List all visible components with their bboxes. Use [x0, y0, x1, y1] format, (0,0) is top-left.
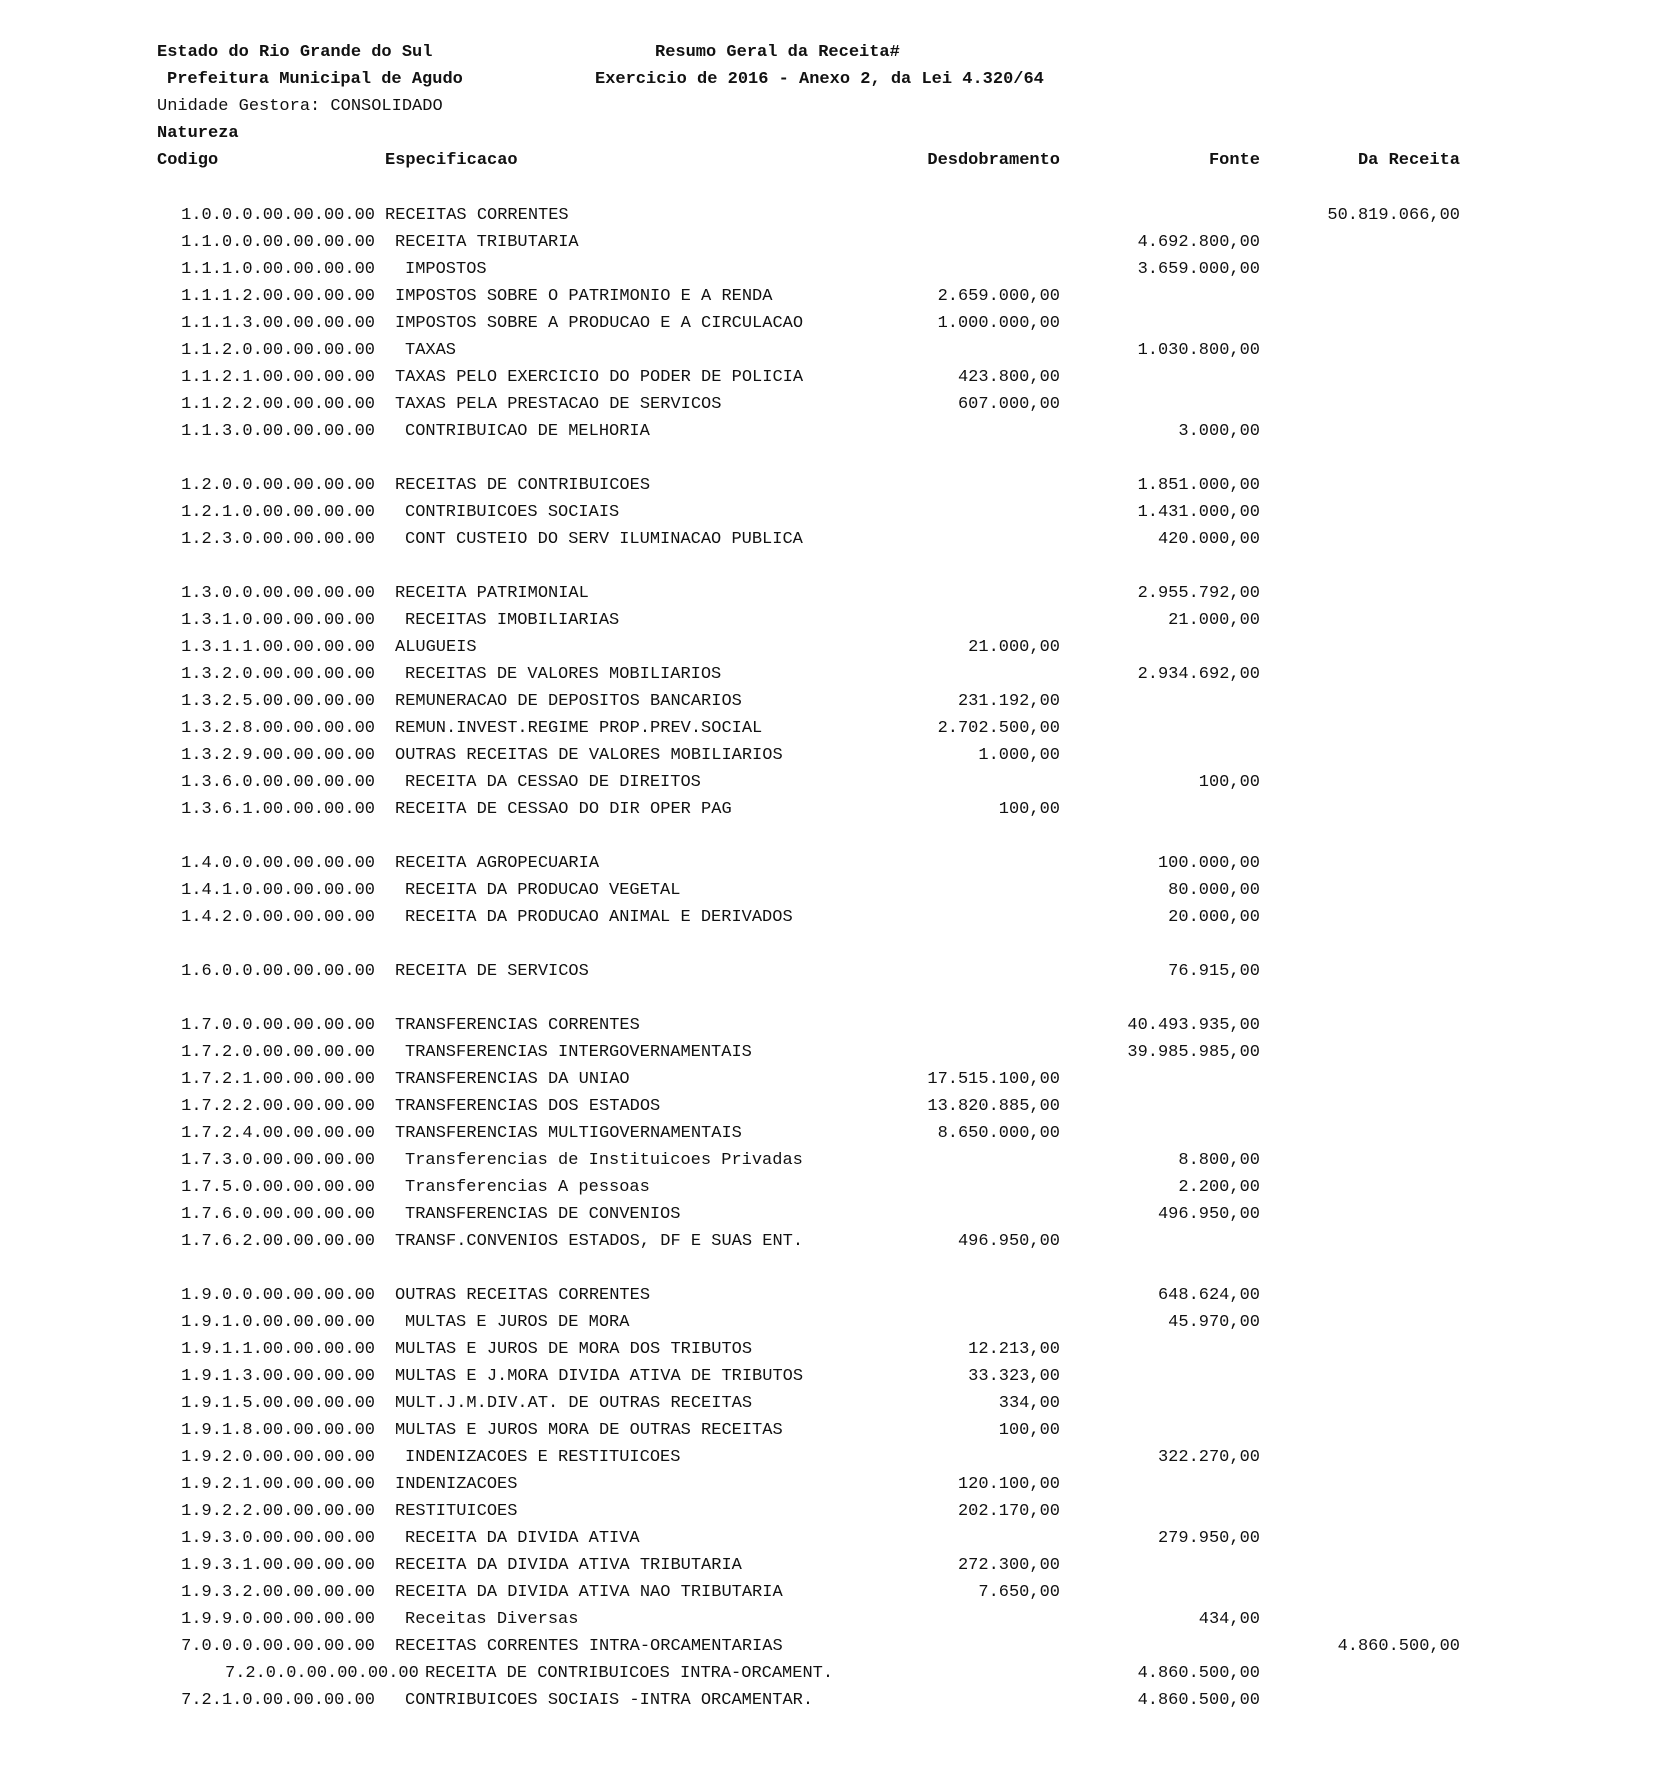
row-code: 1.3.6.1.00.00.00.00: [181, 800, 375, 819]
row-description: RECEITA DE CESSAO DO DIR OPER PAG: [395, 800, 732, 819]
row-description: RECEITAS CORRENTES: [385, 206, 569, 225]
row-code: 1.2.3.0.00.00.00.00: [181, 530, 375, 549]
row-code: 1.9.1.3.00.00.00.00: [181, 1367, 375, 1386]
row-description: IMPOSTOS SOBRE A PRODUCAO E A CIRCULACAO: [395, 314, 804, 333]
row-desdobramento: 33.323,00: [968, 1367, 1060, 1386]
row-description: REMUN.INVEST.REGIME PROP.PREV.SOCIAL: [395, 719, 763, 738]
row-description: RECEITAS DE VALORES MOBILIARIOS: [405, 665, 722, 684]
row-code: 7.0.0.0.00.00.00.00: [181, 1637, 375, 1656]
row-fonte: 76.915,00: [1168, 962, 1260, 981]
row-code: 1.4.2.0.00.00.00.00: [181, 908, 375, 927]
row-fonte: 1.851.000,00: [1137, 476, 1260, 495]
row-da-receita: 4.860.500,00: [1337, 1637, 1460, 1656]
row-description: TAXAS PELO EXERCICIO DO PODER DE POLICIA: [395, 368, 804, 387]
row-description: RECEITA DA PRODUCAO VEGETAL: [405, 881, 681, 900]
row-code: 1.7.0.0.00.00.00.00: [181, 1016, 375, 1035]
row-code: 1.3.2.5.00.00.00.00: [181, 692, 375, 711]
column-header-da-receita: Da Receita: [1357, 151, 1460, 170]
row-fonte: 434,00: [1198, 1610, 1260, 1629]
row-description: RECEITA DA DIVIDA ATIVA TRIBUTARIA: [395, 1556, 742, 1575]
row-description: TRANSFERENCIAS DOS ESTADOS: [395, 1097, 661, 1116]
row-fonte: 2.200,00: [1178, 1178, 1260, 1197]
row-description: TRANSFERENCIAS INTERGOVERNAMENTAIS: [405, 1043, 752, 1062]
row-description: CONTRIBUICOES SOCIAIS: [405, 503, 620, 522]
row-code: 1.1.2.2.00.00.00.00: [181, 395, 375, 414]
row-desdobramento: 272.300,00: [957, 1556, 1060, 1575]
row-desdobramento: 12.213,00: [968, 1340, 1060, 1359]
row-description: TRANSFERENCIAS DE CONVENIOS: [405, 1205, 681, 1224]
row-fonte: 322.270,00: [1157, 1448, 1260, 1467]
row-description: INDENIZACOES: [395, 1475, 518, 1494]
row-code: 1.9.0.0.00.00.00.00: [181, 1286, 375, 1305]
row-code: 1.7.5.0.00.00.00.00: [181, 1178, 375, 1197]
row-desdobramento: 13.820.885,00: [927, 1097, 1060, 1116]
row-code: 1.7.3.0.00.00.00.00: [181, 1151, 375, 1170]
row-description: RECEITA DA CESSAO DE DIREITOS: [405, 773, 701, 792]
row-desdobramento: 17.515.100,00: [927, 1070, 1060, 1089]
row-description: RECEITA DA DIVIDA ATIVA: [405, 1529, 640, 1548]
row-code: 1.2.0.0.00.00.00.00: [181, 476, 375, 495]
row-code: 1.4.0.0.00.00.00.00: [181, 854, 375, 873]
row-fonte: 80.000,00: [1168, 881, 1260, 900]
row-desdobramento: 202.170,00: [957, 1502, 1060, 1521]
row-code: 1.9.1.8.00.00.00.00: [181, 1421, 375, 1440]
row-description: RESTITUICOES: [395, 1502, 518, 1521]
row-description: OUTRAS RECEITAS CORRENTES: [395, 1286, 651, 1305]
row-fonte: 3.659.000,00: [1137, 260, 1260, 279]
report-title: Resumo Geral da Receita#: [655, 43, 900, 62]
row-description: TAXAS: [405, 341, 457, 360]
column-header-especificacao: Especificacao: [385, 151, 518, 170]
row-description: RECEITAS CORRENTES INTRA-ORCAMENTARIAS: [395, 1637, 783, 1656]
row-desdobramento: 7.650,00: [978, 1583, 1060, 1602]
row-description: ALUGUEIS: [395, 638, 477, 657]
row-description: RECEITA AGROPECUARIA: [395, 854, 600, 873]
row-desdobramento: 8.650.000,00: [937, 1124, 1060, 1143]
row-code: 1.7.2.2.00.00.00.00: [181, 1097, 375, 1116]
row-code: 1.3.6.0.00.00.00.00: [181, 773, 375, 792]
row-desdobramento: 100,00: [998, 1421, 1060, 1440]
row-code: 1.9.2.2.00.00.00.00: [181, 1502, 375, 1521]
row-code: 1.9.1.0.00.00.00.00: [181, 1313, 375, 1332]
row-code: 1.1.1.3.00.00.00.00: [181, 314, 375, 333]
row-description: RECEITAS IMOBILIARIAS: [405, 611, 620, 630]
row-code: 1.9.3.2.00.00.00.00: [181, 1583, 375, 1602]
row-fonte: 4.692.800,00: [1137, 233, 1260, 252]
row-code: 1.1.2.1.00.00.00.00: [181, 368, 375, 387]
row-fonte: 648.624,00: [1157, 1286, 1260, 1305]
row-desdobramento: 21.000,00: [968, 638, 1060, 657]
row-description: RECEITAS DE CONTRIBUICOES: [395, 476, 651, 495]
row-description: CONTRIBUICAO DE MELHORIA: [405, 422, 650, 441]
row-fonte: 39.985.985,00: [1127, 1043, 1260, 1062]
row-description: Transferencias A pessoas: [405, 1178, 650, 1197]
row-code: 1.9.3.1.00.00.00.00: [181, 1556, 375, 1575]
row-description: REMUNERACAO DE DEPOSITOS BANCARIOS: [395, 692, 742, 711]
row-description: MULTAS E JUROS DE MORA DOS TRIBUTOS: [395, 1340, 753, 1359]
exercise-info: Exercicio de 2016 - Anexo 2, da Lei 4.320/64: [595, 70, 1044, 89]
row-desdobramento: 2.659.000,00: [937, 287, 1060, 306]
row-fonte: 2.955.792,00: [1137, 584, 1260, 603]
row-description: IMPOSTOS: [405, 260, 487, 279]
row-code: 1.7.6.0.00.00.00.00: [181, 1205, 375, 1224]
row-code: 1.7.2.1.00.00.00.00: [181, 1070, 375, 1089]
row-fonte: 279.950,00: [1157, 1529, 1260, 1548]
row-code: 7.2.0.0.00.00.00.00: [225, 1664, 419, 1683]
row-code: 1.1.0.0.00.00.00.00: [181, 233, 375, 252]
row-code: 1.3.0.0.00.00.00.00: [181, 584, 375, 603]
row-fonte: 496.950,00: [1157, 1205, 1260, 1224]
row-fonte: 40.493.935,00: [1127, 1016, 1260, 1035]
row-code: 1.9.2.0.00.00.00.00: [181, 1448, 375, 1467]
row-code: 1.1.3.0.00.00.00.00: [181, 422, 375, 441]
row-fonte: 1.030.800,00: [1137, 341, 1260, 360]
row-code: 1.2.1.0.00.00.00.00: [181, 503, 375, 522]
row-code: 1.9.9.0.00.00.00.00: [181, 1610, 375, 1629]
row-fonte: 20.000,00: [1168, 908, 1260, 927]
row-fonte: 420.000,00: [1157, 530, 1260, 549]
row-code: 1.0.0.0.00.00.00.00: [181, 206, 375, 225]
row-desdobramento: 2.702.500,00: [937, 719, 1060, 738]
column-header-fonte: Fonte: [1208, 151, 1260, 170]
row-fonte: 3.000,00: [1178, 422, 1260, 441]
row-fonte: 21.000,00: [1168, 611, 1260, 630]
row-description: TRANSF.CONVENIOS ESTADOS, DF E SUAS ENT.: [395, 1232, 804, 1251]
row-description: TRANSFERENCIAS DA UNIAO: [395, 1070, 630, 1089]
row-description: TAXAS PELA PRESTACAO DE SERVICOS: [395, 395, 722, 414]
natureza-label: Natureza: [157, 124, 239, 143]
row-description: Transferencias de Instituicoes Privadas: [405, 1151, 803, 1170]
row-description: IMPOSTOS SOBRE O PATRIMONIO E A RENDA: [395, 287, 773, 306]
row-code: 7.2.1.0.00.00.00.00: [181, 1691, 375, 1710]
row-code: 1.7.2.4.00.00.00.00: [181, 1124, 375, 1143]
row-fonte: 4.860.500,00: [1137, 1691, 1260, 1710]
row-desdobramento: 496.950,00: [957, 1232, 1060, 1251]
row-code: 1.3.2.8.00.00.00.00: [181, 719, 375, 738]
row-code: 1.3.1.1.00.00.00.00: [181, 638, 375, 657]
row-fonte: 100.000,00: [1157, 854, 1260, 873]
row-fonte: 8.800,00: [1178, 1151, 1260, 1170]
row-description: MULTAS E JUROS DE MORA: [405, 1313, 630, 1332]
row-description: CONT CUSTEIO DO SERV ILUMINACAO PUBLICA: [405, 530, 803, 549]
row-description: RECEITA TRIBUTARIA: [395, 233, 579, 252]
row-code: 1.3.1.0.00.00.00.00: [181, 611, 375, 630]
row-fonte: 100,00: [1198, 773, 1260, 792]
row-fonte: 4.860.500,00: [1137, 1664, 1260, 1683]
row-code: 1.7.2.0.00.00.00.00: [181, 1043, 375, 1062]
row-description: TRANSFERENCIAS CORRENTES: [395, 1016, 640, 1035]
row-desdobramento: 1.000,00: [978, 746, 1060, 765]
row-description: RECEITA DA PRODUCAO ANIMAL E DERIVADOS: [405, 908, 793, 927]
row-description: RECEITA DA DIVIDA ATIVA NAO TRIBUTARIA: [395, 1583, 783, 1602]
row-fonte: 2.934.692,00: [1137, 665, 1260, 684]
column-header-codigo: Codigo: [157, 151, 219, 170]
row-description: MULTAS E JUROS MORA DE OUTRAS RECEITAS: [395, 1421, 783, 1440]
row-code: 1.7.6.2.00.00.00.00: [181, 1232, 375, 1251]
row-description: TRANSFERENCIAS MULTIGOVERNAMENTAIS: [395, 1124, 742, 1143]
row-description: RECEITA PATRIMONIAL: [395, 584, 589, 603]
row-desdobramento: 231.192,00: [957, 692, 1060, 711]
municipality-name: Prefeitura Municipal de Agudo: [167, 70, 463, 89]
row-code: 1.1.1.2.00.00.00.00: [181, 287, 375, 306]
row-da-receita: 50.819.066,00: [1327, 206, 1460, 225]
row-desdobramento: 120.100,00: [957, 1475, 1060, 1494]
row-description: MULT.J.M.DIV.AT. DE OUTRAS RECEITAS: [395, 1394, 753, 1413]
row-description: INDENIZACOES E RESTITUICOES: [405, 1448, 681, 1467]
row-code: 1.4.1.0.00.00.00.00: [181, 881, 375, 900]
managing-unit: Unidade Gestora: CONSOLIDADO: [157, 97, 443, 116]
row-desdobramento: 1.000.000,00: [937, 314, 1060, 333]
row-code: 1.9.2.1.00.00.00.00: [181, 1475, 375, 1494]
row-code: 1.9.3.0.00.00.00.00: [181, 1529, 375, 1548]
row-code: 1.1.2.0.00.00.00.00: [181, 341, 375, 360]
row-fonte: 45.970,00: [1168, 1313, 1260, 1332]
row-desdobramento: 334,00: [998, 1394, 1060, 1413]
row-description: Receitas Diversas: [405, 1610, 579, 1629]
row-code: 1.1.1.0.00.00.00.00: [181, 260, 375, 279]
column-header-desdobramento: Desdobramento: [927, 151, 1060, 170]
row-code: 1.3.2.0.00.00.00.00: [181, 665, 375, 684]
row-code: 1.9.1.5.00.00.00.00: [181, 1394, 375, 1413]
row-desdobramento: 100,00: [998, 800, 1060, 819]
row-code: 1.6.0.0.00.00.00.00: [181, 962, 375, 981]
row-code: 1.9.1.1.00.00.00.00: [181, 1340, 375, 1359]
row-desdobramento: 423.800,00: [957, 368, 1060, 387]
row-code: 1.3.2.9.00.00.00.00: [181, 746, 375, 765]
row-description: RECEITA DE CONTRIBUICOES INTRA-ORCAMENT.: [425, 1664, 834, 1683]
row-desdobramento: 607.000,00: [957, 395, 1060, 414]
state-name: Estado do Rio Grande do Sul: [157, 43, 433, 62]
row-description: MULTAS E J.MORA DIVIDA ATIVA DE TRIBUTOS: [395, 1367, 804, 1386]
row-description: CONTRIBUICOES SOCIAIS -INTRA ORCAMENTAR.: [405, 1691, 814, 1710]
row-description: OUTRAS RECEITAS DE VALORES MOBILIARIOS: [395, 746, 783, 765]
row-fonte: 1.431.000,00: [1137, 503, 1260, 522]
row-description: RECEITA DE SERVICOS: [395, 962, 589, 981]
